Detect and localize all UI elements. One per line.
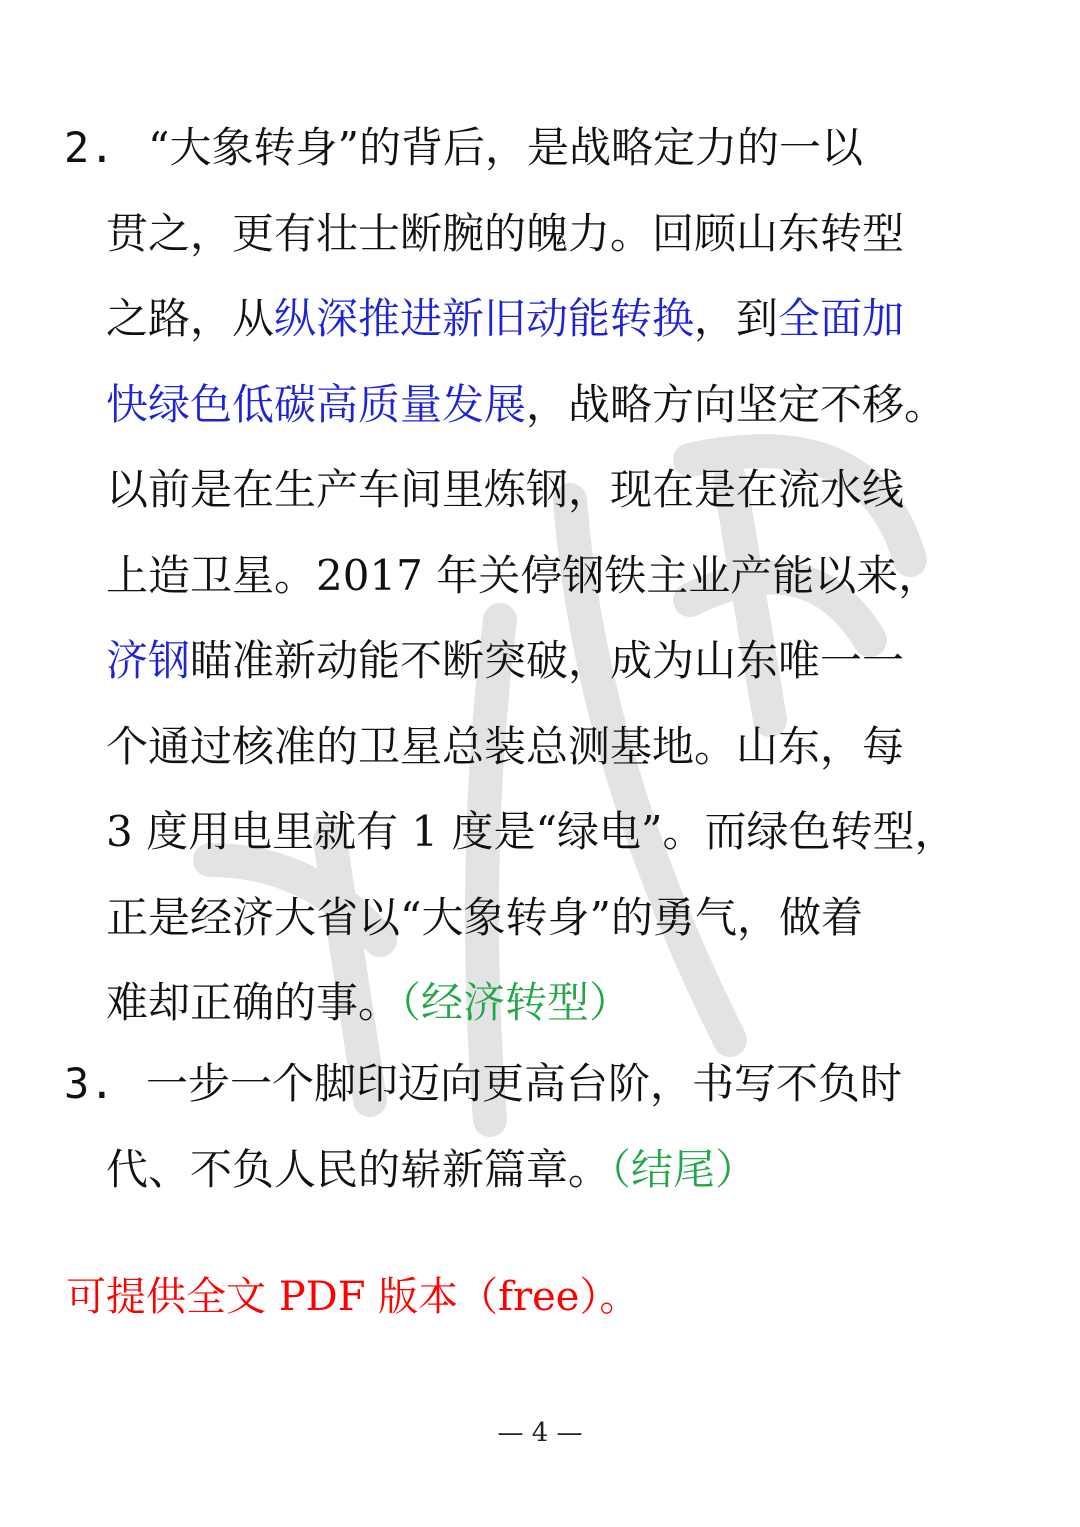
- paragraph-line: [106, 789, 956, 875]
- paragraph-line: [106, 362, 946, 448]
- paragraph-line: [146, 1041, 902, 1127]
- highlighted-text: 快绿色低碳高质量发展: [106, 379, 527, 429]
- item-number: 3.: [64, 1059, 115, 1108]
- text-segment: 以前是在生产车间里炼钢，现在是在流水线: [106, 465, 905, 514]
- paragraph-line: [106, 960, 631, 1046]
- highlighted-text: 全面加: [778, 294, 905, 343]
- text-segment: ，到: [694, 294, 779, 343]
- text-segment: 之路，从: [106, 294, 275, 343]
- highlighted-text: 纵深推进新旧动能转换: [274, 294, 695, 343]
- text-segment: ，战略方向坚定不移。: [526, 379, 947, 429]
- page-number: — 4 —: [497, 1418, 583, 1448]
- paragraph-line: [106, 276, 904, 362]
- paragraph-line: [106, 618, 904, 704]
- paragraph-line: [106, 875, 863, 961]
- paragraph-line: [106, 1127, 757, 1213]
- paragraph-line: [106, 704, 904, 790]
- highlighted-text: 济钢: [106, 636, 191, 685]
- text-segment: 代、不负人民的崭新篇章。: [106, 1144, 611, 1194]
- pdf-offer-note: 可提供全文 PDF 版本（free）。: [66, 1274, 640, 1320]
- text-segment: 上造卫星。2017 年关停钢铁主业产能以来，: [106, 550, 941, 600]
- section-tag: （结尾）: [610, 1144, 758, 1194]
- paragraph-line: [106, 447, 904, 533]
- item-number: 2.: [64, 123, 115, 172]
- text-segment: 瞄准新动能不断突破，成为山东唯一一: [190, 636, 905, 685]
- text-segment: 个通过核准的卫星总装总测基地。山东，每: [106, 721, 905, 771]
- text-segment: 正是经济大省以“大象转身”的勇气，做着: [106, 892, 863, 942]
- text-segment: 难却正确的事。: [106, 978, 401, 1027]
- text-segment: 3 度用电里就有 1 度是“绿电”。而绿色转型，: [106, 807, 957, 856]
- paragraph-line: [148, 105, 863, 191]
- section-tag: （经济转型）: [400, 978, 632, 1027]
- text-segment: “大象转身”的背后，是战略定力的一以: [148, 123, 863, 172]
- paragraph-line: [106, 191, 904, 277]
- text-segment: 贯之，更有壮士断腕的魄力。回顾山东转型: [106, 208, 905, 258]
- text-segment: 一步一个脚印迈向更高台阶，书写不负时: [146, 1059, 903, 1108]
- paragraph-line: [106, 533, 940, 619]
